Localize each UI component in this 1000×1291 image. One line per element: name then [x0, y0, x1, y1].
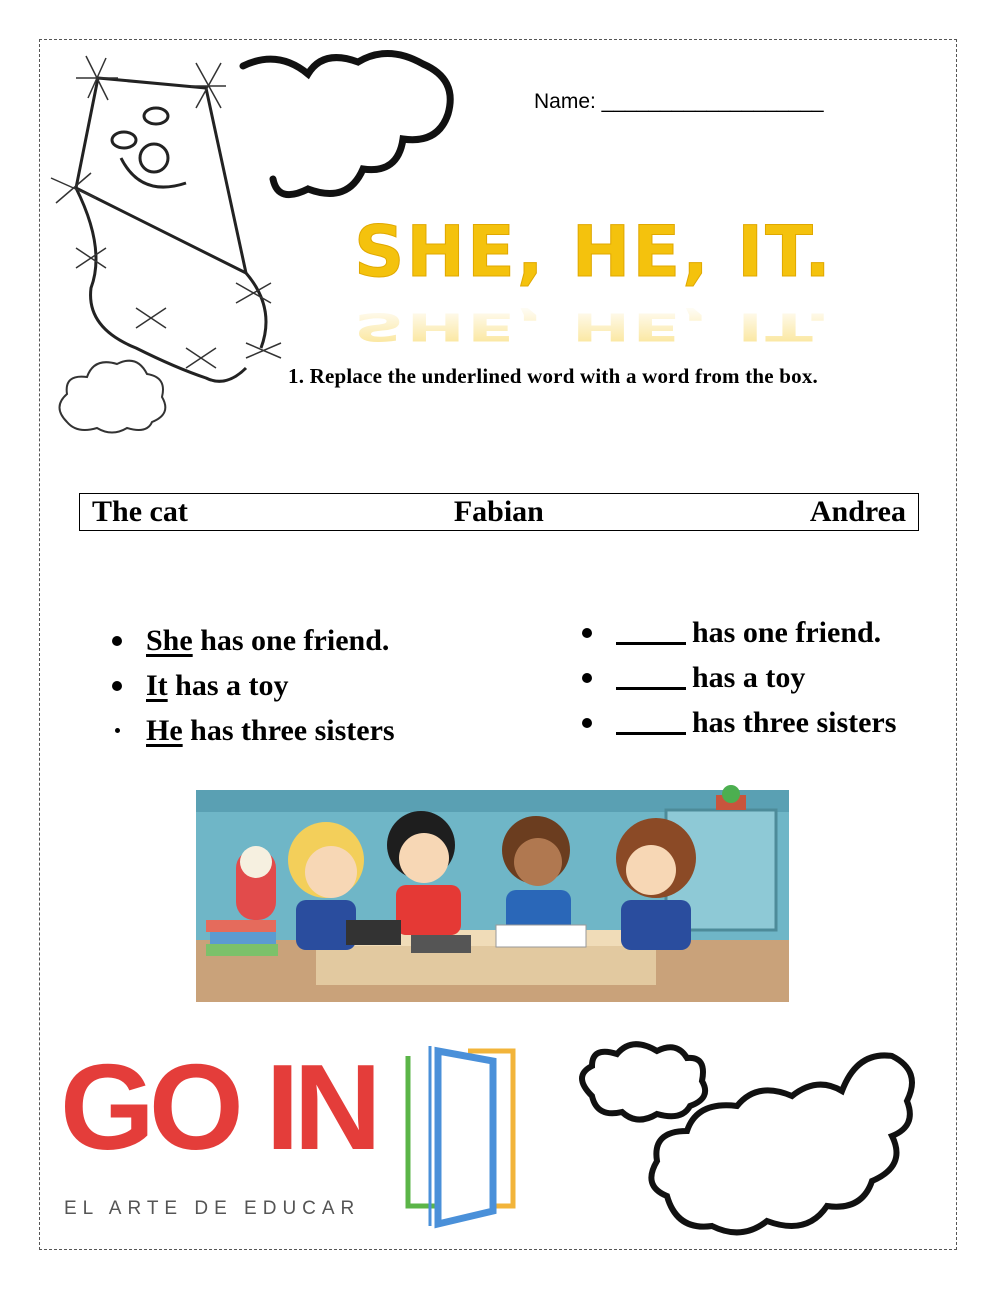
classroom-illustration	[196, 790, 789, 1002]
list-item	[112, 708, 395, 753]
title-reflection: SHE, HE, IT.	[354, 304, 833, 349]
bullet-icon	[582, 628, 592, 638]
sentence-text: has three sisters	[182, 713, 395, 747]
answer-blank[interactable]	[616, 710, 686, 735]
underlined-pronoun: He	[146, 713, 183, 747]
list-item	[582, 610, 896, 655]
list-item	[112, 663, 395, 708]
cloud-icon	[572, 1036, 922, 1241]
word-box-item: The cat	[92, 495, 188, 528]
word-box-item: Andrea	[809, 495, 906, 528]
name-field-label: Name: ___________________	[534, 90, 824, 113]
title-text: SHE, HE, IT.	[354, 211, 833, 293]
underlined-pronoun: It	[146, 668, 168, 702]
page-title	[352, 210, 882, 349]
sentence-text: has one friend.	[192, 623, 390, 657]
pronoun-sentence-list	[112, 618, 395, 753]
logo-wordmark: GO IN	[60, 1039, 376, 1175]
bullet-icon	[582, 718, 592, 728]
sentence-text: has one friend.	[692, 615, 882, 649]
go-in-logo	[60, 1039, 540, 1231]
sentence-text: has a toy	[167, 668, 289, 702]
sentence-text: has a toy	[692, 660, 806, 694]
bullet-icon	[112, 681, 122, 691]
answer-blank[interactable]	[616, 665, 686, 690]
door-logo-icon	[398, 1046, 528, 1231]
logo-tagline: EL ARTE DE EDUCAR	[64, 1198, 361, 1219]
cloud-icon	[52, 352, 172, 437]
word-box-item: Fabian	[453, 495, 544, 528]
answer-blank[interactable]	[616, 620, 686, 645]
list-item	[582, 700, 896, 745]
bullet-icon	[115, 728, 120, 733]
word-box	[79, 493, 919, 531]
instruction-text: 1. Replace the underlined word with a word from the box.	[288, 364, 818, 388]
underlined-pronoun: She	[146, 623, 193, 657]
list-item	[112, 618, 395, 663]
bullet-icon	[112, 636, 122, 646]
cloud-icon	[238, 44, 458, 214]
answer-sentence-list	[582, 610, 896, 745]
list-item	[582, 655, 896, 700]
sentence-text: has three sisters	[692, 705, 897, 739]
bullet-icon	[582, 673, 592, 683]
